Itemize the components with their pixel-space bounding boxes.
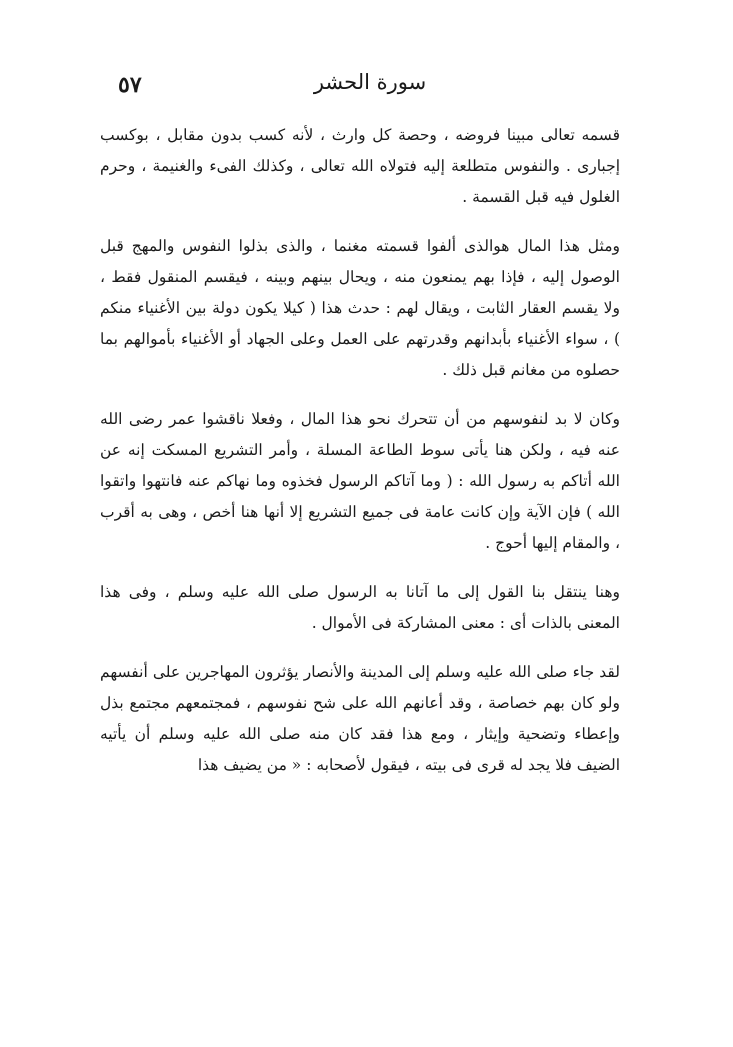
running-head: سورة الحشر (313, 70, 427, 94)
page-number: ٥٧ (118, 72, 142, 98)
paragraph: وكان لا بد لنفوسهم من أن تتحرك نحو هذا المال ، وفعلا ناقشوا عمر رضى الله عنه فيه ، ولكن هنا يأتى سوط الطاعة المسلة ، وأمر التشريع المسكت إنه عن الله أتاكم به رسول الله : ( وما آتاكم الرسول فخذوه وما نهاكم عنه فانتهوا واتقوا الله ) فإن الآية وإن كانت عامة فى جميع التشريع إلا أنها هنا أخص ، وهى به أقرب ، والمقام إليها أحوج . (100, 410, 620, 552)
paragraph: وهنا ينتقل بنا القول إلى ما آتانا به الرسول صلى الله عليه وسلم ، وفى هذا المعنى بالذات أى : معنى المشاركة فى الأموال . (100, 583, 620, 632)
paragraph: قسمه تعالى مبينا فروضه ، وحصة كل وارث ، لأنه كسب بدون مقابل ، بوكسب إجبارى . والنفوس متطلعة إليه فتولاه الله تعالى ، وكذلك الفىء والغنيمة ، وحرم الغلول فيه قبل القسمة . (100, 126, 620, 206)
paragraph: ومثل هذا المال هوالذى ألفوا قسمته مغنما ، والذى بذلوا النفوس والمهج قبل الوصول إليه ، فإذا بهم يمنعون منه ، ويحال بينهم وبينه ، فيقسم المنقول فقط ، ولا يقسم العقار الثابت ، ويقال لهم : حدث هذا ( كيلا يكون دولة بين الأغنياء منكم ) ، سواء الأغنياء بأبدانهم وقدرتهم على العمل وعلى الجهاد أو الأغنياء بأموالهم بما حصلوه من مغانم قبل ذلك . (100, 237, 620, 379)
body-text (100, 120, 620, 781)
page-header (110, 70, 630, 106)
paragraph: لقد جاء صلى الله عليه وسلم إلى المدينة والأنصار يؤثرون المهاجرين على أنفسهم ولو كان بهم خصاصة ، وقد أعانهم الله على شح نفوسهم ، فمجتمعهم مجتمع بذل وإعطاء وتضحية وإيثار ، ومع هذا فقد كان منه صلى الله عليه وسلم أن يأتيه الضيف فلا يجد له قرى فى بيته ، فيقول لأصحابه : « من يضيف هذا (100, 663, 620, 774)
